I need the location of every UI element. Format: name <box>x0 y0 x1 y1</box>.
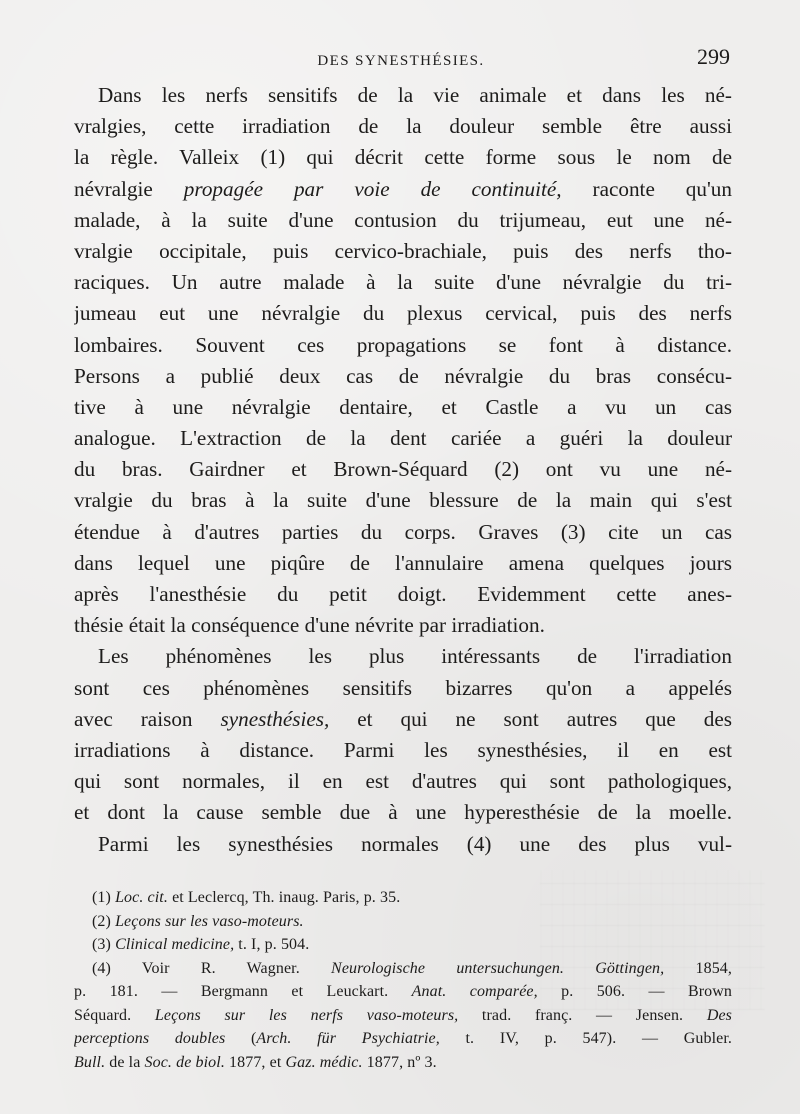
text-line: et dont la cause semble due à une hyperesthésie de la moelle. <box>74 800 732 825</box>
page-bleed-through <box>537 870 765 1010</box>
text-line <box>74 174 732 205</box>
text-line: la règle. Valleix (1) qui décrit cette forme sous le nom de <box>74 145 732 170</box>
text-fragment: t. I, p. 504. <box>234 936 310 953</box>
italic-text: Des <box>706 1006 732 1024</box>
text-line: qui sont normales, il en est d'autres qui sont pathologiques, <box>74 769 732 794</box>
text-fragment: 1877, et <box>224 1053 286 1071</box>
footnote-line <box>74 1051 732 1075</box>
text-fragment: p. 506. — Brown <box>537 983 732 1000</box>
text-line: Les phénomènes les plus intéressants de l'irradiation <box>98 644 732 669</box>
italic-text: perceptions doubles <box>74 1030 226 1047</box>
main-text <box>74 80 732 860</box>
text-fragment: (1) <box>92 889 116 906</box>
page-header <box>72 45 730 79</box>
text-line: vralgie occipitale, puis cervico-brachiale, puis des nerfs tho- <box>74 238 732 263</box>
text-fragment: (4) Voir R. Wagner. <box>92 959 332 977</box>
italic-text: Leçons sur les vaso-moteurs. <box>115 912 304 930</box>
text-line: du bras. Gairdner et Brown-Séquard (2) ont vu une né- <box>74 457 732 482</box>
italic-text: Gaz. médic. <box>285 1053 363 1071</box>
text-fragment: ( <box>225 1030 257 1047</box>
italic-text: Soc. de biol. <box>144 1053 225 1071</box>
italic-text: Loc. cit. <box>115 889 168 906</box>
text-fragment: 1854, <box>664 959 732 977</box>
text-line: tive à une névralgie dentaire, et Castle a vu un cas <box>74 394 732 419</box>
text-line: dans lequel une piqûre de l'annulaire amena quelques jours <box>74 550 732 575</box>
text-line: étendue à d'autres parties du corps. Graves (3) cite un cas <box>74 519 732 544</box>
page-number: 299 <box>697 44 730 69</box>
text-line: Dans les nerfs sensitifs de la vie animale et dans les né- <box>98 83 732 107</box>
text-fragment: 1877, nº 3. <box>362 1053 437 1071</box>
text-line: analogue. L'extraction de la dent cariée a guéri la douleur <box>74 426 732 451</box>
text-line: jumeau eut une névralgie du plexus cervical, puis des nerfs <box>74 301 732 326</box>
text-line: vralgie du bras à la suite d'une blessure de la main qui s'est <box>74 488 732 513</box>
text-line <box>74 704 732 735</box>
text-fragment: (3) <box>92 936 116 953</box>
text-line: après l'anesthésie du petit doigt. Evidemment cette anes- <box>74 582 732 606</box>
italic-text: Anat. comparée, <box>411 983 538 1000</box>
text-line: sont ces phénomènes sensitifs bizarres qu'on a appelés <box>74 675 732 700</box>
italic-text: Leçons sur les nerfs vaso-moteurs, <box>154 1006 459 1024</box>
text-fragment: p. 181. — Bergmann et Leuckart. <box>74 983 412 1000</box>
text-fragment: t. IV, p. 547). — Gubler. <box>439 1030 732 1047</box>
text-fragment: névralgie <box>74 176 184 201</box>
text-fragment: et qui ne sont autres que des <box>329 706 732 731</box>
text-line: Parmi les synesthésies normales (4) une des plus vul- <box>98 831 732 856</box>
italic-text: synesthésies, <box>220 706 330 731</box>
text-line: raciques. Un autre malade à la suite d'une névralgie du tri- <box>74 270 732 295</box>
text-fragment: raconte qu'un <box>561 176 732 201</box>
text-line: thésie était la conséquence d'une névrite par irradiation. <box>74 613 545 638</box>
italic-text: Neurologische untersuchungen. Göttingen, <box>331 959 665 977</box>
text-line: irradiations à distance. Parmi les synesthésies, il en est <box>74 737 732 762</box>
text-line: Persons a publié deux cas de névralgie du bras consécu- <box>74 363 732 388</box>
italic-text: propagée par voie de continuité, <box>183 176 562 201</box>
running-title: DES SYNESTHÉSIES. <box>317 53 485 69</box>
text-line: malade, à la suite d'une contusion du trijumeau, eut une né- <box>74 207 732 232</box>
text-fragment: Séquard. <box>74 1006 155 1024</box>
italic-text: Bull. <box>74 1053 106 1071</box>
text-fragment: trad. franç. — Jensen. <box>458 1006 707 1024</box>
footnote-line <box>74 1027 732 1051</box>
text-fragment: de la <box>105 1053 145 1071</box>
text-line: lombaires. Souvent ces propagations se font à distance. <box>74 332 732 357</box>
italic-text: Clinical medicine, <box>115 936 235 953</box>
text-line: vralgies, cette irradiation de la douleur semble être aussi <box>74 114 732 139</box>
text-fragment: avec raison <box>74 706 221 731</box>
text-fragment: (2) <box>92 912 116 930</box>
italic-text: Arch. für Psychiatrie, <box>256 1030 440 1047</box>
text-fragment: et Leclercq, Th. inaug. Paris, p. 35. <box>167 889 401 906</box>
